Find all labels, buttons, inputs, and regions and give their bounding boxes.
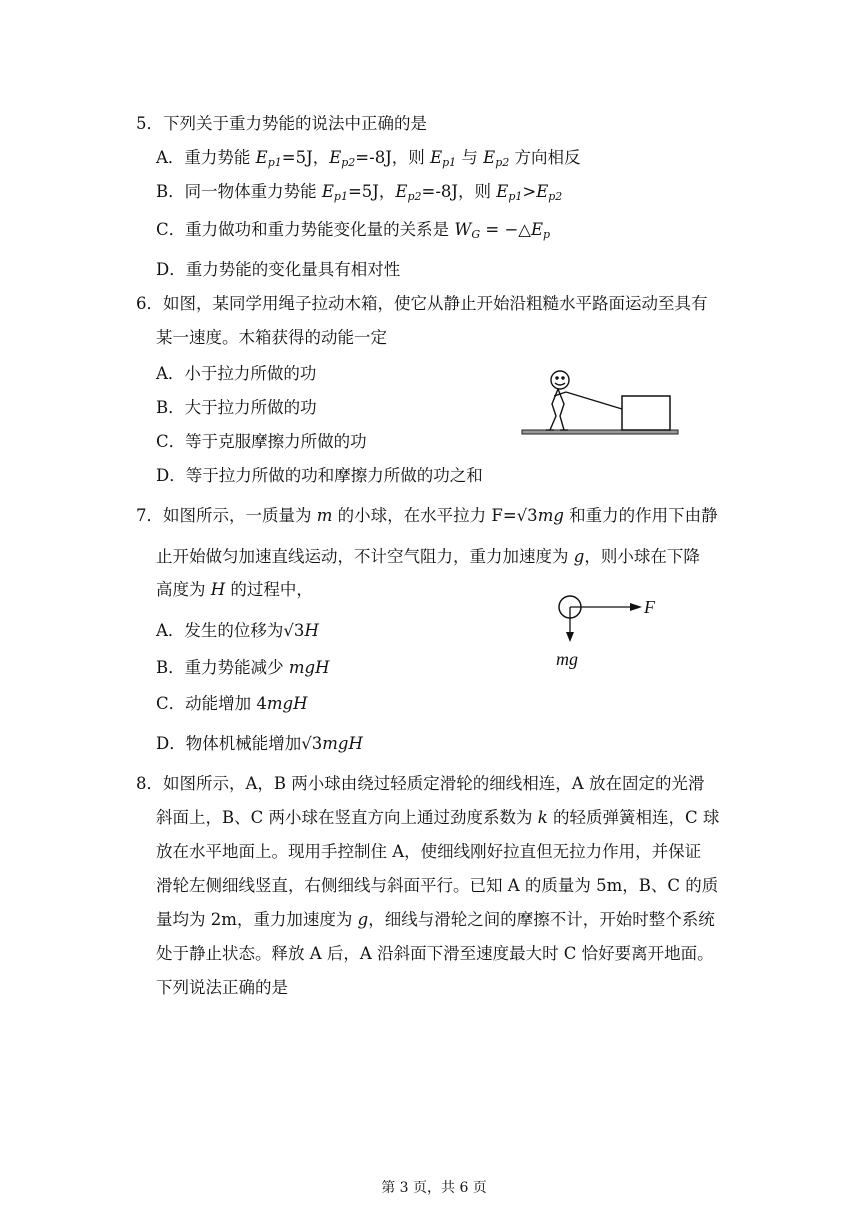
q7-option-b: B．重力势能减少 mgH [156,658,330,677]
q5-option-d: D．重力势能的变化量具有相对性 [156,260,401,279]
q8-line5: 量均为 2m，重力加速度为 g，细线与滑轮之间的摩擦不计，开始时整个系统 [156,910,715,929]
q8-line6: 处于静止状态。释放 A 后，A 沿斜面下滑至速度最大时 C 恰好要离开地面。 [156,944,714,963]
q7-stem-line3: 高度为 H 的过程中， [156,580,313,599]
page-footer: 第 3 页，共 6 页 [381,1180,487,1196]
q8-line3: 放在水平地面上。现用手控制住 A，使细线刚好拉直但无拉力作用，并保证 [156,842,702,861]
rope-icon [566,392,622,409]
q8-line2: 斜面上，B、C 两小球在竖直方向上通过劲度系数为 k 的轻质弹簧相连，C 球 [156,808,720,827]
q6-figure-person-pulling-box [520,364,682,440]
q7-option-c: C．动能增加 4mgH [156,694,308,713]
force-f-label: F [644,597,655,617]
box-icon [622,396,670,430]
q6-option-c: C．等于克服摩擦力所做的功 [156,432,367,451]
q6-stem-line2: 某一速度。木箱获得的动能一定 [156,328,387,347]
q7-option-a: A．发生的位移为√3H [156,621,319,640]
q6-stem-line1: 6．如图，某同学用绳子拉动木箱，使它从静止开始沿粗糙水平路面运动至具有 [136,294,708,313]
q5-option-c: C．重力做功和重力势能变化量的关系是 $W_G$ = $-\triangle E_p$ [156,220,551,241]
q5-option-b: B．同一物体重力势能 $E_{p1}=5J$，$E_{p2}=-8J$，则 $E_{p1}>E_{p2}$ [156,182,563,203]
q6-option-a: A．小于拉力所做的功 [156,364,317,383]
q8-line7: 下列说法正确的是 [156,978,288,997]
q7-stem-line1: 7．如图所示，一质量为 m 的小球，在水平拉力 F=√3mg 和重力的作用下由静 [136,506,718,525]
q5-option-a: A．重力势能 $E_{p1}=5J$，$E_{p2}=-8J$，则 $E_{p1}$ 与 $E_{p2}$ 方向相反 [156,148,581,169]
person-icon [546,371,569,430]
q8-line4: 滑轮左侧细线竖直，右侧细线与斜面平行。已知 A 的质量为 5m，B、C 的质 [156,876,719,895]
q7-stem-line2: 止开始做匀加速直线运动，不计空气阻力，重力加速度为 g，则小球在下降 [156,547,700,566]
q7-option-d: D．物体机械能增加√3mgH [156,734,363,753]
q5-stem: 5．下列关于重力势能的说法中正确的是 [136,114,427,133]
q6-option-d: D．等于拉力所做的功和摩擦力所做的功之和 [156,466,483,485]
q8-line1: 8．如图所示，A，B 两小球由绕过轻质定滑轮的细线相连，A 放在固定的光滑 [136,774,705,793]
force-mg-label: mg [556,649,578,669]
q6-option-b: B．大于拉力所做的功 [156,398,317,417]
q7-figure-force-diagram [550,592,670,672]
